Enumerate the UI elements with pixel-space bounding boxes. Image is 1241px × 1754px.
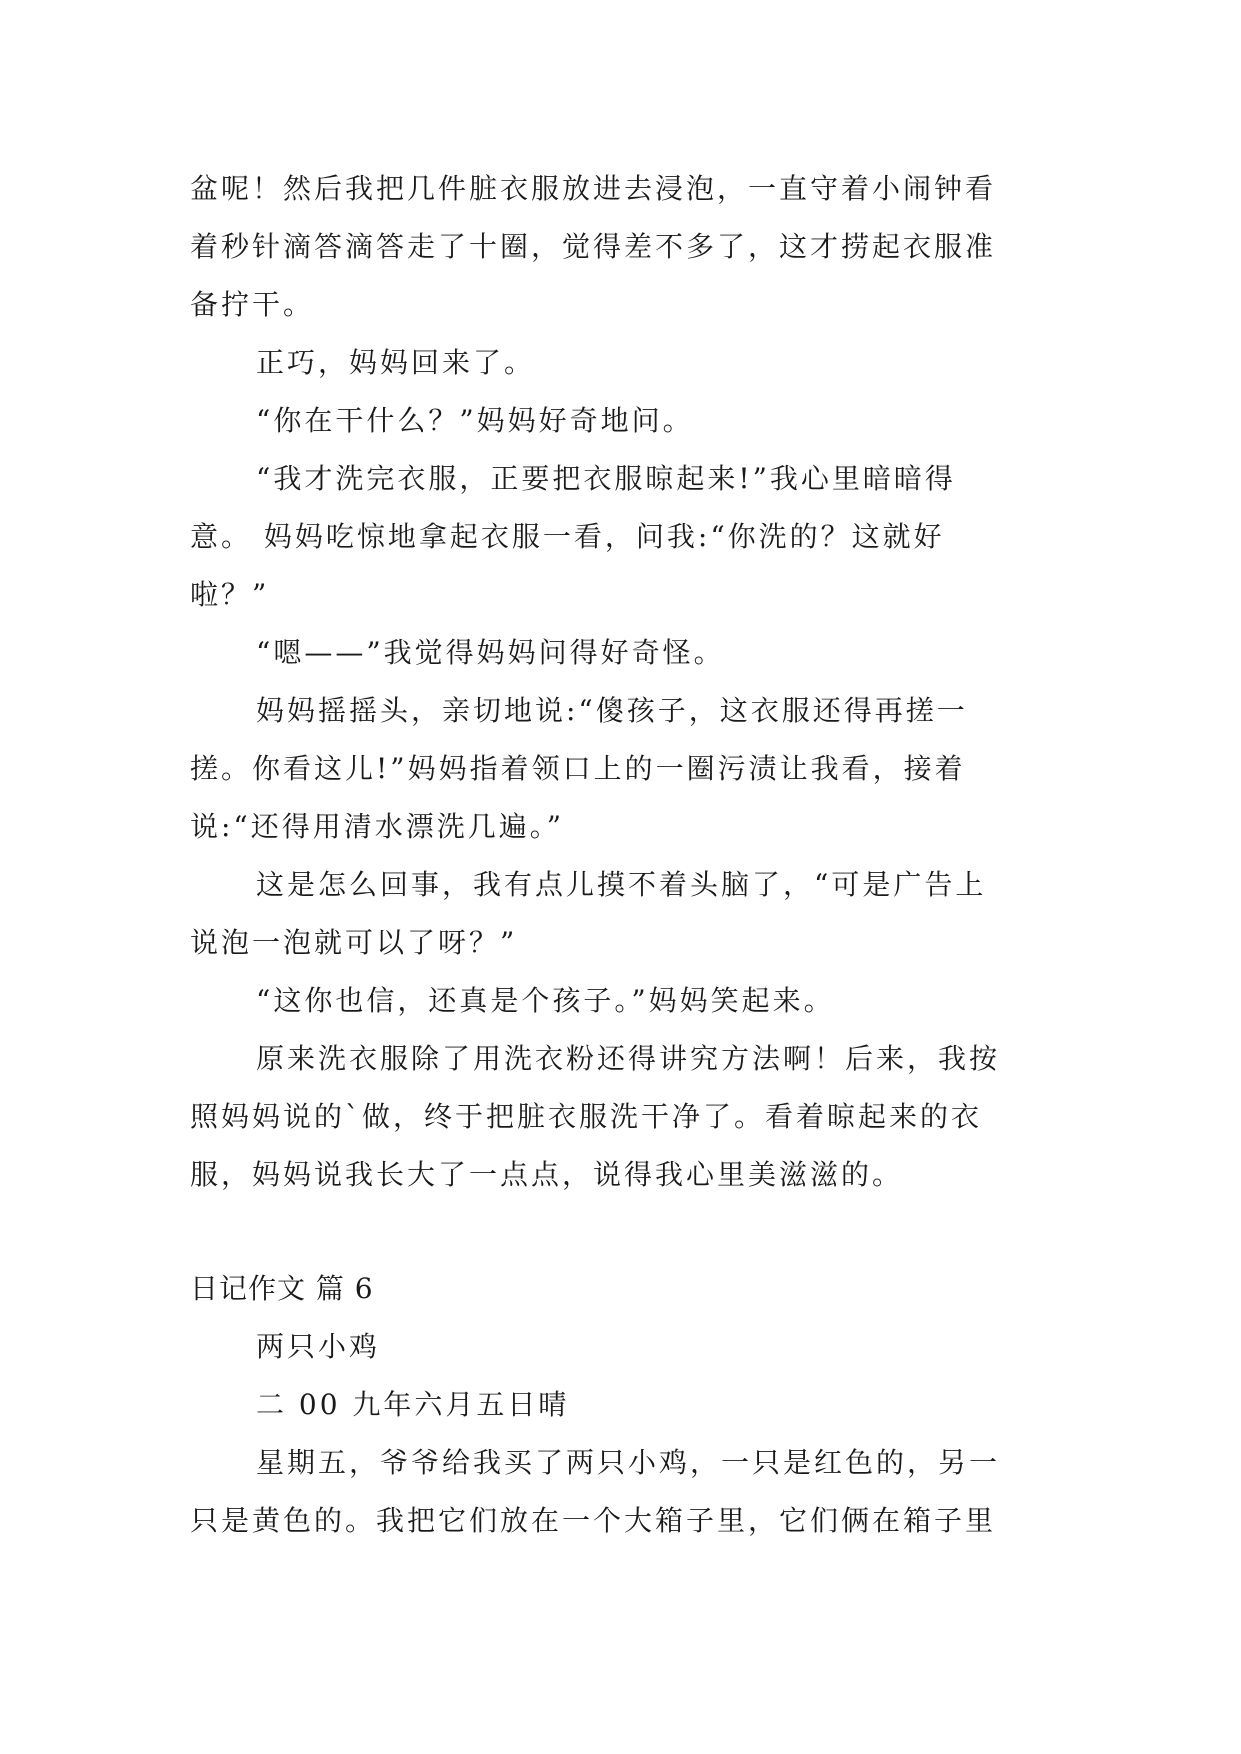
paragraph-line: 盆呢！然后我把几件脏衣服放进去浸泡，一直守着小闹钟看: [190, 172, 997, 205]
paragraph-line: 意。 妈妈吃惊地拿起衣服一看，问我:“你洗的？这就好: [190, 520, 945, 553]
paragraph-line: 搓。你看这儿!”妈妈指着领口上的一圈污渍让我看，接着: [190, 752, 966, 785]
paragraph-line: 备拧干。: [190, 288, 315, 321]
paragraph-line: 啦？”: [190, 578, 270, 611]
paragraph-line: 说:“还得用清水漂洗几遍。”: [190, 810, 565, 843]
paragraph-line: 照妈妈说的`做，终于把脏衣服洗干净了。看着晾起来的衣: [190, 1100, 983, 1133]
paragraph-line: “我才洗完衣服，正要把衣服晾起来!”我心里暗暗得: [256, 462, 956, 495]
diary-date: 二 00 九年六月五日晴: [256, 1388, 570, 1421]
section-heading: 日记作文 篇 6: [190, 1272, 374, 1305]
paragraph-line: 正巧，妈妈回来了。: [256, 346, 536, 379]
paragraph-line: 说泡一泡就可以了呀？”: [190, 926, 518, 959]
paragraph-line: “你在干什么？”妈妈好奇地问。: [256, 404, 694, 437]
paragraph-line: “嗯——”我觉得妈妈问得好奇怪。: [256, 636, 725, 669]
paragraph-line: 这是怎么回事，我有点儿摸不着头脑了，“可是广告上: [256, 868, 987, 901]
diary-title: 两只小鸡: [256, 1330, 381, 1363]
section-spacer: [190, 1204, 1050, 1260]
document-page: [190, 160, 1050, 1550]
paragraph-line: “这你也信，还真是个孩子。”妈妈笑起来。: [256, 984, 835, 1017]
paragraph-line: 服，妈妈说我长大了一点点，说得我心里美滋滋的。: [190, 1158, 904, 1191]
paragraph-line: 星期五，爷爷给我买了两只小鸡，一只是红色的，另一: [256, 1446, 1001, 1479]
paragraph-line: 只是黄色的。我把它们放在一个大箱子里，它们俩在箱子里: [190, 1504, 997, 1537]
paragraph-line: 原来洗衣服除了用洗衣粉还得讲究方法啊！后来，我按: [256, 1042, 1001, 1075]
paragraph-line: 着秒针滴答滴答走了十圈，觉得差不多了，这才捞起衣服准: [190, 230, 997, 263]
paragraph-line: 妈妈摇摇头，亲切地说:“傻孩子，这衣服还得再搓一: [256, 694, 968, 727]
